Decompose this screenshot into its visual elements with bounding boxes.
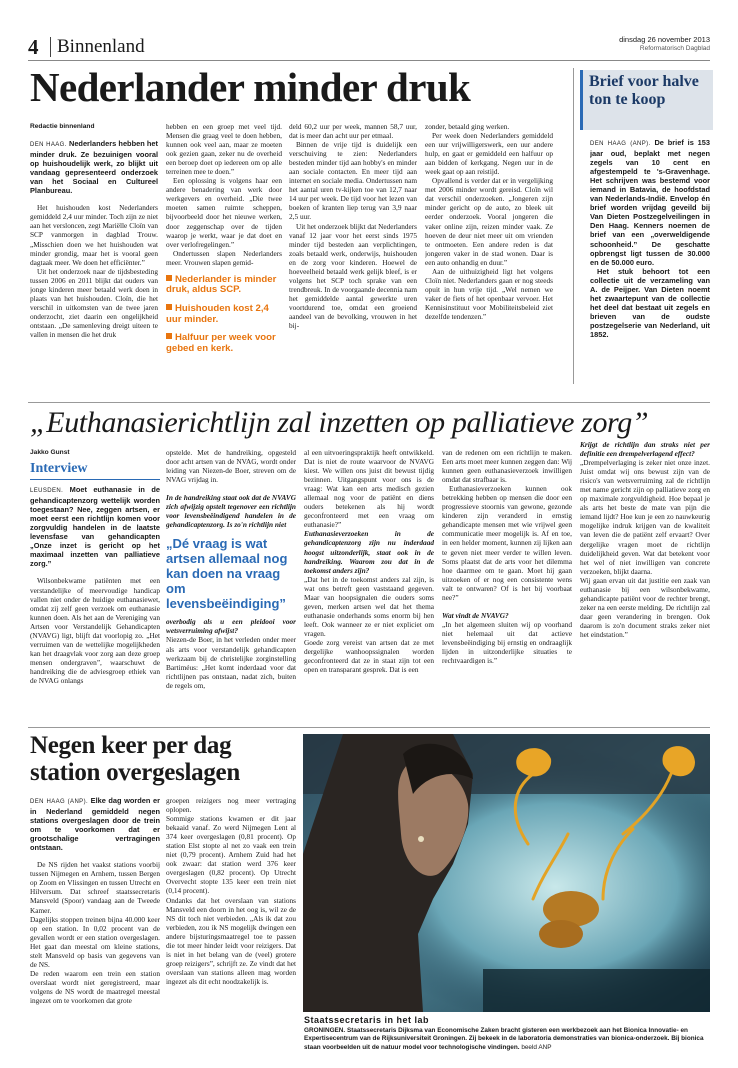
sidebar-divider [573, 68, 574, 384]
bullet-3: Halfuur per week voor gebed en kerk. [166, 332, 276, 354]
article1-col3-p3: Uit het onderzoek blijkt dat Nederlanders vanaf 12 jaar voor het eerst sinds 1975 minder tijd besteden aan verplichtingen, zoals betaald werk, onderwijs, huishouden en de zorg voor kinderen. Hoewel de hoeveelheid betaald werk gelijk bleef, is er volgens het SCP toch sprake van een trendbreuk. In de voorgaande decennia nam het gemiddelde aantal gewerkte uren voortdurend toe, omdat een groeiend aandeel van de bevolking, vrouwen in het bij- [289, 221, 417, 331]
article2-col1 [30, 448, 160, 723]
sidebar-dateline: DEN HAAG (ANP). [590, 141, 651, 147]
article2-col2-top: opstelde. Met de handreiking, opgesteld door acht artsen van de NVAG, wordt onder leiding van Niezen-de Boer, streven om de NVAG vrijdag in. [166, 448, 296, 485]
sidebar-body [590, 138, 710, 388]
article1-col2-p3: Ondertussen slapen Nederlanders meer. Vrouwen slapen gemid- [166, 248, 282, 267]
article2-col4-q: Wat vindt de NVAVG? [442, 610, 509, 620]
article1-col4-p1: zonder, betaald ging werken. [425, 122, 510, 131]
article3-col1 [30, 796, 160, 1058]
sidebar-lead: De brief is 153 jaar oud, beplakt met negen zegels van 10 cent en afgestempeld te 's-Gravenhage. Het schrijven was bestemd voor iemand in Batavia, de hoofdstad van Nederlands-Indië. Envelop én brief worden vrijdag geveild bij Van Dieten Postzegelveilingen in Den Haag. Kenners noemen de brief van een „overweldigende schoonheid.” De geschatte opbrengst ligt tussen de 30.000 en de 50.000 euro. [590, 138, 710, 267]
section-title: Binnenland [57, 36, 145, 57]
photo-credit: beeld ANP [521, 1043, 552, 1051]
article2-col4-top: van de redenen om een richtlijn te maken. Een arts moet meer kunnen zeggen dan: Wij kunnen geen euthanasieverzoek inwilligen omdat dat strafbaar is. [442, 448, 572, 485]
article2-col2-q1: In de handreiking staat ook dat de NVAVG zich afwijzig opstelt tegenover een richtlijn voor levensbeëindigend handelen in de gehandicaptenzorg. Is zo'n richtlijn niet [166, 493, 296, 530]
article1-byline: Redactie binnenland [30, 123, 95, 130]
article2-col3-q: Euthanasieverzoeken in de gehandicaptenzorg zijn nu inderdaad hoogst uitzonderlijk, staat ook in de handreiking. Waarom zou dat in de toekomst anders zijn? [304, 529, 434, 575]
article1-col3-p1: deld 60,2 uur per week, mannen 58,7 uur, dat is meer dan acht uur per etmaal. [289, 122, 417, 141]
article2-dateline: LEUSDEN. [30, 488, 64, 495]
article1-col1-p2: Uit het onderzoek naar de tijdsbesteding tussen 2006 en 2011 blijkt dat ouders van jonge kinderen meer betaald werk doen in plaats van het huishouden. Cloïn, die het verschil in uitkomsten van de twee jaren onderzocht, ziet daarin een ongelijkheid ontstaan. „De samenleving dreigt uiteen te vallen in mensen die het druk [30, 266, 158, 339]
header-date: dinsdag 26 november 2013 [619, 35, 710, 44]
article3-dateline: DEN HAAG (ANP). [30, 799, 89, 805]
page-number: 4 [28, 35, 39, 59]
article3-col1-body: De NS rijden het vaakst stations voorbij tussen Nijmegen en Arnhem, tussen Bergen op Zoom en Vlissingen en tussen Utrecht en Hilversum. Dat schreef staatssecretaris Mansveld (Spoor) vandaag aan de Tweede Kamer. Dagelijks stoppen treinen bijna 40.000 keer op een station. In 0,02 procent van de gevallen wordt er een station overgeslagen. Het gaat dan meestal om kleine stations, stelt Mansveld op basis van gegevens van de NS. De reden waarom een trein een station overslaat wordt niet geregistreerd, maar volgens de NS wordt de maatregel meestal ingezet om te voorkomen dat grote [30, 860, 160, 1005]
article2-lead: Moet euthanasie in de gehandicaptenzorg wettelijk worden toegestaan? Nee, zeggen artsen, er moet eerst een richtlijn komen voor zorgvuldig handelen in de laatste levensfase van gehandicapten „Onze inzet is gericht op het maximaal inzetten van palliatieve zorg.” [30, 485, 160, 569]
article2-col1-body: Wilsonbekwame patiënten met een verstandelijke of meervoudige handicap vallen niet onder de huidige euthanasiewet, omdat zij zelf geen verzoek om euthanasie kunnen doen. Als het aan de Vereniging van Artsen voor Verstandelijk Gehandicapten (NVAVG) ligt, blijft dat voorlopig zo. „Het verruimen van de wettelijke mogelijkheden kan het draagvlak voor zorg aan deze groep mensen ondergraven”, waarschuwt de handreiking die de adviesgroep ethiek van de NVAG onlangs [30, 576, 160, 685]
article2-col3 [304, 448, 434, 723]
article1-col2-p2: Een oplossing is volgens haar een andere benadering van werk door werkgevers en overheid. „Die twee moeten samen ruimte scheppen, bijvoorbeeld door het nieuwe werken, door zeggenschap over de tijden waarop je werkt, waar je dat doet en over verlofregelingen.” [166, 176, 282, 249]
article1-col3-p2: Binnen de vrije tijd is duidelijk een verschuiving te zien: Nederlanders besteden minder tijd aan hobby's en minder aan sociale contacten. En meer tijd aan internet en sociale media. Ondertussen nam het aantal uren tv-kijken toe van 12,7 naar 14 uur per week. De tijd voor het lezen van boeken of kranten liep terug van 3,9 naar 2,5 uur. [289, 140, 417, 222]
article3-headline: Negen keer per dag station overgeslagen [30, 732, 240, 786]
bullet-2: Huishouden kost 2,4 uur minder. [166, 302, 269, 325]
bullet-1: Nederlander is minder druk, aldus SCP. [166, 273, 277, 296]
photo-caption [304, 1027, 710, 1052]
article1-lead: Nederlanders hebben het minder druk. Ze bezuinigen vooral op huishoudelijk werk, zo blijkt uit vandaag gepresenteerd onderzoek van het Sociaal en Cultureel Planbureau. [30, 139, 158, 196]
pullquote [166, 536, 296, 611]
header-rule [28, 60, 710, 61]
article1-col4-p2: Per week doen Nederlanders gemiddeld een uur vrijwilligerswerk, een uur andere hulp, en gaat er gemiddeld een halfuur op aan bidden of kerkgang. Negen uur in de week gaat op aan reistijd. [425, 131, 553, 177]
article1-col3 [289, 122, 417, 402]
sidebar-p2: Het stuk behoort tot een collectie uit de verzameling van A. de Peijper. Van Dieten noemt het zwaartepunt van de collectie het deel dat bestaat uit zegels en brieven van de oudste postzegelserie van Nederland, uit 1852. [590, 266, 710, 339]
lab-photo [303, 734, 710, 1012]
photo-caption-text: GRONINGEN. Staatssecretaris Dijksma van Economische Zaken bracht gisteren een werkbezoek aan het Bionica Innovatie- en Expertisecentrum van de Rijksuniversiteit Groningen. Zij bekeek in de laboratoria demonstraties van bionica-onderzoek. Bij bionica staan voorbeelden uit de natuur model voor technologische vindingen. [304, 1027, 704, 1051]
lab-photo-image [303, 734, 710, 1012]
article3-col2 [166, 796, 296, 1058]
article2-col2-q2: overbodig als u een pleidooi voor wetsverruiming afwijst? [166, 617, 296, 636]
article2-byline: Jakko Gunst [30, 449, 70, 456]
article3-col2-body: groepen reizigers nog meer vertraging oplopen. Sommige stations kwamen er dit jaar bekaaid vanaf. Zo werd Nijmegen Lent al 374 keer overgeslagen (0,81 procent). Op station Elst stopte al net zo vaak een trein niet (0,79 procent). Arnhem Zuid had het ook zwaar: dat station werd 376 keer overgeslagen (0,82 procent). Op Utrecht Overvecht stopte 135 keer een trein niet (0,14 procent). Ondanks dat het overslaan van stations Mansveld een doorn in het oog is, wil ze de NS dit toch niet verbieden. „Als ik dat zou verbieden, zou ik NS mogelijk dwingen een andere bijsturingsmaatregel toe te passen die tot meer hinder leidt voor reizigers. Dat is niet in het belang van de (veel) grotere groep reizigers”, schrijft ze. Ze vindt dat het overslaan van stations alleen mag worden ingezet als dit echt noodzakelijk is. [166, 796, 296, 986]
header-paper: Reformatorisch Dagblad [639, 45, 710, 52]
interview-label: Interview [30, 460, 160, 480]
article2-col5-body: „Drempelverlaging is zeker niet onze inzet. Juist omdat wij ons bewust zijn van de risico's van wetsverruiming zal de richtlijn met name gericht zijn op palliatieve zorg en op maximale zorgvuldigheid. Hoe bepaal je als arts het beste de mate van pijn die iemand lijdt? Hoe kun je een zo nauwkeurig mogelijke indruk krijgen van de kwaliteit van leven die de patiënt zelf ervaart? Over dergelijke vragen moet de richtlijn duidelijkheid geven. Wat dat betekent voor het wel of niet inwilligen van concrete verzoeken, blijkt daarna. Wij gaan ervan uit dat justitie een zaak van euthanasie bij een wilsonbekwame, gehandicapte patiënt voor de rechter brengt, zeker na een eerste melding. De richtlijn zal daar geen verandering in brengen. Ook daarom is zo'n document straks zeker niet het eindstation.” [580, 458, 710, 639]
rule-article3 [28, 727, 710, 728]
article2-col3-bottom: „Dat het in de toekomst anders zal zijn, is wat ons betreft geen vaststaand gegeven. Maar van hoopsignalen die ouders soms geven, merken artsen wel dat het thema euthanasie onderhands soms enorm bij hen leeft. Ook wanneer ze er niet expliciet om vragen. Goede zorg vereist van artsen dat ze met dergelijke wanhoopssignalen worden geconfronteerd dat ze in staat zijn tot een open en transparant gesprek. Dat is een [304, 574, 434, 675]
article1-col1-p1: Het huishouden kost Nederlanders gemiddeld 2,4 uur minder. Toch zijn ze niet aan het versloncen, zegt Mariëlle Cloïn van SCP vanmorgen in dagblad Trouw. „Misschien doen we het huishouden wat minder grondig, maar het is vooral geen dagtaak meer. We doen het efficiënter.” [30, 203, 158, 267]
article1-col2 [166, 122, 282, 402]
article2-col3-top: al een uitvoeringspraktijk heeft ontwikkeld. Dat is niet de route waarvoor de NVAVG kiest. We willen ons juist dit bewust tijdig bezinnen. Uitgangspunt voor ons is de vraag: Wat kan een arts medisch gezien allemaal nog voor de patiënt en diens ouders betekenen als hij wordt geconfronteerd met een vraag om euthanasie?” [304, 448, 434, 530]
article1-headline: Nederlander minder druk [30, 64, 471, 110]
article2-col2 [166, 448, 296, 723]
article1-col1 [30, 122, 158, 402]
article2-col4-mid: Euthanasieverzoeken kunnen ook betrekking hebben op mensen die door een progressieve stoornis van gewone, gezonde kinderen zijn veranderd in ernstig gehandicapte mensen met wie vrijwel geen communicatie meer mogelijk is. Af en toe, in een helder moment, kunnen zij lijken aan te geven niet meer verder te willen leven. Soms plaatst dat de arts voor het dilemma hoe daarmee om te gaan. Moet hij gaan uitzoeken of er nog een consistente wens valt te ontwaren? Of is het bij voorbaat nee?” [442, 484, 572, 602]
article2-col2-bottom: Niezen-de Boer, in het verleden onder meer als arts voor verstandelijk gehandicapten werkzaam bij de christelijke zorginstelling Bartiméus: „Het komt inderdaad voor dat richtlijnen pas ontstaan, nadat zich, buiten de regels om, [166, 635, 296, 690]
header-divider [50, 37, 51, 57]
article3-lead: Elke dag worden er in Nederland gemiddeld negen stations overgeslagen door de trein om te voorkomen dat er grootschalige vertragingen ontstaan. [30, 796, 160, 853]
article2-col5-q: Krijgt de richtlijn dan straks niet per definitie een drempelverlagend effect? [580, 440, 710, 459]
pullquote-text: „Dé vraag is wat artsen allemaal nog kan doen na vraag om levensbeëindiging” [166, 536, 288, 612]
article2-col5 [580, 440, 710, 723]
rule-article2 [28, 402, 710, 403]
article2-col4-bottom: „In het algemeen sluiten wij op voorhand niet helemaal uit dat actieve levensbeëindiging bij ernstig en ondraaglijk lijden in uitzonderlijke situaties te rechtvaardigen is.” [442, 619, 572, 666]
article2-col4 [442, 448, 572, 723]
article1-col4-p4: Aan de uithuizigheid ligt het volgens Cloïn niet. Nederlanders gaan er nog steeds opuit in hun vrije tijd. „Wel nemen we vaker de fiets of het openbaar vervoer. Het Kennisinstituut voor Mobiliteitsbeleid ziet dezelfde tendenzen.” [425, 266, 553, 321]
sidebar-headline: Brief voor halve ton te koop [589, 73, 699, 108]
article1-dateline: DEN HAAG. [30, 142, 67, 149]
article1-col4 [425, 122, 553, 402]
article2-headline: „Euthanasierichtlijn zal inzetten op palliatieve zorg” [30, 406, 649, 439]
photo-caption-title: Staatssecretaris in het lab [304, 1015, 430, 1025]
article1-col4-p3: Opvallend is verder dat er in vergelijking met 2006 minder wordt gereisd. Cloïn wil dat verschil onderzoeken. „Jongeren zijn minder gericht op de auto, zo bleek uit eerder onderzoek. Vooral jongeren die vaker online zijn, reizen minder vaak. Ze hoeven de deur niet meer uit om vrienden te ontmoeten. Een andere reden is dat jongeren vaker in de stad wonen. Daar is een auto onhandig en duur.” [425, 176, 553, 267]
article1-col2-p1: hebben en een groep met veel tijd. Mensen die graag veel te doen hebben, kunnen ook veel aan, maar ze moeten ook gezien gaan, zeker nu de overheid een beroep doet op iedereen om op alle terreinen mee te doen.” [166, 122, 282, 177]
